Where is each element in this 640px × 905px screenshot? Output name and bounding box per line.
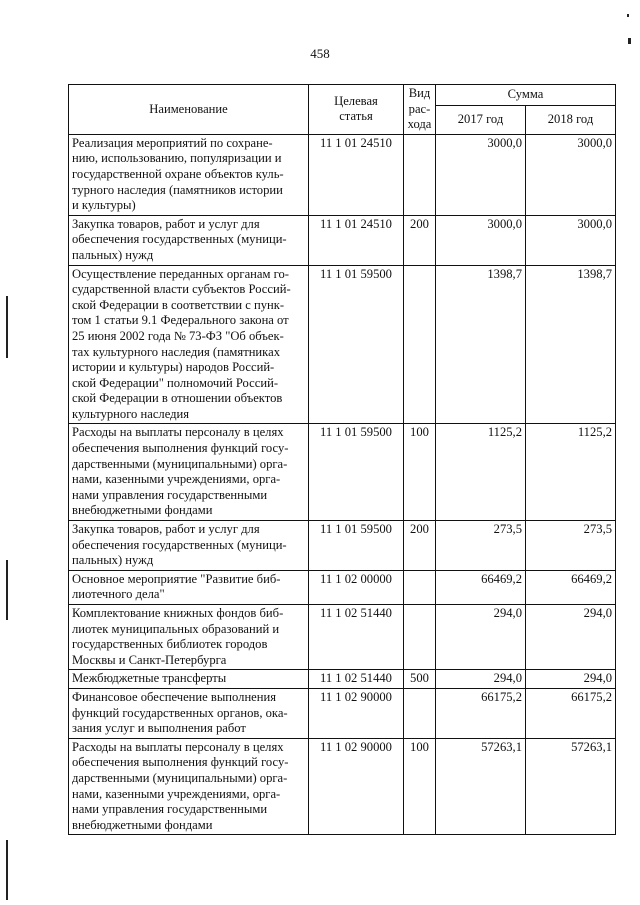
row-sum-2018: 1125,2 bbox=[526, 424, 616, 521]
table-row bbox=[69, 424, 616, 521]
row-sum-2017: 273,5 bbox=[436, 521, 526, 571]
row-name: Осуществление переданных органам го- сударственной власти субъектов Россий- ской Федерации в соответствии с пунк- том 1 статьи 9.1 Федерального закона от 25 июня 2002 года № 73-ФЗ "Об объек- тах культурного наследия (памятниках истории и культуры) народов Россий- ской Федерации" полномочий Россий- ской Федерации в отношении объектов культурного наследия bbox=[69, 265, 309, 424]
row-sum-2017: 294,0 bbox=[436, 670, 526, 689]
row-code: 11 1 01 24510 bbox=[309, 134, 404, 215]
header-year-2018: 2018 год bbox=[526, 105, 616, 134]
row-name: Финансовое обеспечение выполнения функций государственных органов, ока- зания услуг и выполнения работ bbox=[69, 688, 309, 738]
row-expense-type bbox=[404, 688, 436, 738]
table-row bbox=[69, 688, 616, 738]
row-name: Межбюджетные трансферты bbox=[69, 670, 309, 689]
header-year-2017: 2017 год bbox=[436, 105, 526, 134]
row-expense-type bbox=[404, 605, 436, 670]
row-sum-2018: 57263,1 bbox=[526, 738, 616, 835]
row-sum-2017: 1125,2 bbox=[436, 424, 526, 521]
row-expense-type: 500 bbox=[404, 670, 436, 689]
row-sum-2018: 66175,2 bbox=[526, 688, 616, 738]
row-expense-type: 100 bbox=[404, 738, 436, 835]
scan-edge-mark bbox=[6, 560, 8, 620]
row-code: 11 1 02 00000 bbox=[309, 570, 404, 604]
row-name: Расходы на выплаты персоналу в целях обеспечения выполнения функций госу- дарственными (муниципальными) орга- нами, казенными учреждениями, орга- нами управления государственными внебюджетными фондами bbox=[69, 738, 309, 835]
row-sum-2018: 294,0 bbox=[526, 670, 616, 689]
row-sum-2017: 1398,7 bbox=[436, 265, 526, 424]
scan-speck bbox=[628, 38, 631, 44]
table-row bbox=[69, 670, 616, 689]
table-row bbox=[69, 215, 616, 265]
row-sum-2018: 66469,2 bbox=[526, 570, 616, 604]
row-sum-2018: 273,5 bbox=[526, 521, 616, 571]
row-name: Закупка товаров, работ и услуг для обеспечения государственных (муници- пальных) нужд bbox=[69, 521, 309, 571]
table-row bbox=[69, 570, 616, 604]
row-sum-2017: 3000,0 bbox=[436, 134, 526, 215]
row-code: 11 1 01 59500 bbox=[309, 521, 404, 571]
scan-edge-mark bbox=[6, 840, 8, 900]
table-row bbox=[69, 521, 616, 571]
row-name: Расходы на выплаты персоналу в целях обеспечения выполнения функций госу- дарственными (муниципальными) орга- нами, казенными учреждениями, орга- нами управления государственными внебюджетными фондами bbox=[69, 424, 309, 521]
row-code: 11 1 02 51440 bbox=[309, 670, 404, 689]
row-sum-2017: 66175,2 bbox=[436, 688, 526, 738]
row-sum-2017: 66469,2 bbox=[436, 570, 526, 604]
row-name: Реализация мероприятий по сохране- нию, использованию, популяризации и государственной охране объектов куль- турного наследия (памятников истории и культуры) bbox=[69, 134, 309, 215]
scan-edge-mark bbox=[6, 296, 8, 358]
row-expense-type bbox=[404, 570, 436, 604]
scan-speck bbox=[627, 14, 629, 17]
row-name: Комплектование книжных фондов биб- лиотек муниципальных образований и государственных библиотек городов Москвы и Санкт-Петербурга bbox=[69, 605, 309, 670]
row-name: Основное мероприятие "Развитие биб- лиотечного дела" bbox=[69, 570, 309, 604]
row-expense-type: 200 bbox=[404, 521, 436, 571]
budget-table bbox=[68, 84, 616, 835]
row-sum-2017: 294,0 bbox=[436, 605, 526, 670]
row-expense-type: 100 bbox=[404, 424, 436, 521]
table-row bbox=[69, 265, 616, 424]
row-expense-type: 200 bbox=[404, 215, 436, 265]
row-sum-2018: 3000,0 bbox=[526, 134, 616, 215]
header-sum: Сумма bbox=[436, 85, 616, 106]
table-row bbox=[69, 738, 616, 835]
row-sum-2018: 1398,7 bbox=[526, 265, 616, 424]
row-code: 11 1 02 90000 bbox=[309, 738, 404, 835]
header-expense-type: Вид рас- хода bbox=[404, 85, 436, 135]
row-sum-2017: 3000,0 bbox=[436, 215, 526, 265]
row-code: 11 1 01 59500 bbox=[309, 265, 404, 424]
row-code: 11 1 02 90000 bbox=[309, 688, 404, 738]
row-name: Закупка товаров, работ и услуг для обеспечения государственных (муници- пальных) нужд bbox=[69, 215, 309, 265]
row-sum-2018: 294,0 bbox=[526, 605, 616, 670]
row-sum-2018: 3000,0 bbox=[526, 215, 616, 265]
header-name: Наименование bbox=[69, 85, 309, 135]
row-code: 11 1 01 24510 bbox=[309, 215, 404, 265]
table-row bbox=[69, 605, 616, 670]
row-sum-2017: 57263,1 bbox=[436, 738, 526, 835]
table-row bbox=[69, 134, 616, 215]
row-code: 11 1 02 51440 bbox=[309, 605, 404, 670]
page-number: 458 bbox=[310, 46, 330, 61]
header-target-article: Целевая статья bbox=[309, 85, 404, 135]
row-code: 11 1 01 59500 bbox=[309, 424, 404, 521]
row-expense-type bbox=[404, 265, 436, 424]
row-expense-type bbox=[404, 134, 436, 215]
